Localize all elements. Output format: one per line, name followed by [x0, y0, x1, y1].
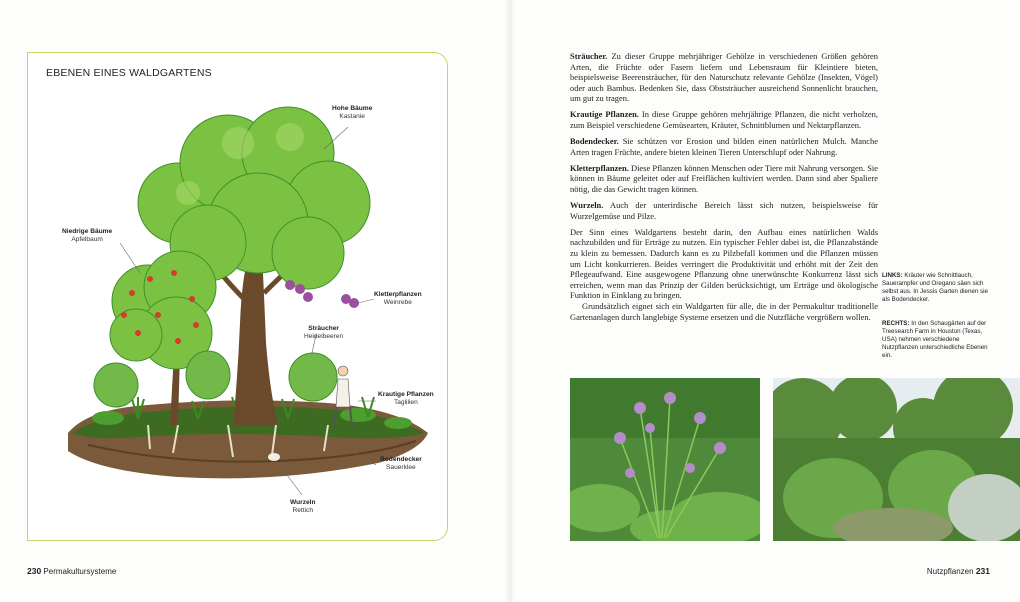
- paragraph-roots: Wurzeln. Auch der unterirdische Bereich lässt sich nutzen, beispielsweise für Wurzelgemüse und Pilze.: [570, 200, 878, 221]
- left-footer: [27, 566, 116, 576]
- right-footer: [927, 566, 990, 576]
- page-number-right: 231: [975, 566, 990, 576]
- label-low-trees: Niedrige Bäume Apfelbaum: [62, 228, 113, 243]
- book-gutter: [505, 0, 515, 602]
- paragraph-groundcover: Bodendecker. Sie schützen vor Erosion und bilden einen natürlichen Mulch. Manche Arten tragen Früchte, andere bieten kleinen Tieren Unterschlupf oder Nahrung.: [570, 136, 878, 157]
- label-shrubs: Sträucher Heidelbeeren: [304, 325, 344, 340]
- label-climbers: Kletterpflanzen Weinrebe: [374, 291, 422, 306]
- caption-right-photo: RECHTS: In den Schaugärten auf der Treesearch Farm in Houston (Texas, USA) nehmen verschiedene Nutzpflanzen unterschiedliche Ebenen ein.: [882, 320, 988, 359]
- label-roots: Wurzeln Rettich: [290, 499, 316, 514]
- running-head-left: Permakultursysteme: [43, 567, 117, 576]
- paragraph-purpose: Der Sinn eines Waldgartens besteht darin, den Aufbau eines natürlichen Walds nachzubilden und für Erträge zu nutzen. Ein typischer Fehler dabei ist, die Pflanzabstände zu klein zu bemessen. Dadurch kann es zu Pilzbefall kommen und die Pflanzen müssen um Licht konkurrieren. Beides verringert die Produktivität und erhöht mit der Zeit den Pflegeaufwand. Eine ausgewogene Pflanzung ohne unerwünschte Konkurrenz lässt sich erreichen, wenn man das Prinzip der Gilden berücksichtigt, um Erträge und ökologische Funktion in Einklang zu bringen.: [570, 226, 878, 301]
- right-page: [510, 0, 1020, 602]
- chives-photo: [570, 378, 760, 541]
- label-groundcover: Bodendecker Sauerklee: [380, 456, 422, 471]
- running-head-right: Nutzpflanzen: [926, 567, 974, 576]
- paragraph-herbaceous: Krautige Pflanzen. In diese Gruppe gehören mehrjährige Pflanzen, die nicht verholzen, zum Beispiel verschiedene Gemüsearten, Kräuter, Schnittblumen und Nektarpflanzen.: [570, 109, 878, 131]
- label-herbaceous: Krautige Pflanzen Taglilien: [378, 391, 434, 406]
- forest-garden-panel: [27, 52, 448, 541]
- paragraph-suitability: Grundsätzlich eignet sich ein Waldgarten für alle, die in der Permakultur traditionelle Gartenanlagen durch langlebige Systeme ersetzen und die Nutzfläche vergrößern wollen.: [570, 301, 878, 323]
- garden-photo: [773, 378, 1020, 541]
- page-number-left: 230: [27, 566, 42, 576]
- paragraph-shrubs: Sträucher. Zu dieser Gruppe mehrjähriger Gehölze in verschiedenen Größen gehören Arten, die Früchte oder Fasern liefern und Lebensraum für Kleintiere bieten, beispielsweise Beerensträucher, für den Naturschutz relevante Gehölze (Insekten, Vögel) oder auch Bambus. Bedenken Sie, dass Obststräucher ausreichend Sonnenlicht brauchen, um gut zu tragen.: [570, 51, 878, 104]
- paragraph-climbers: Kletterpflanzen. Diese Pflanzen können Menschen oder Tiere mit Nahrung versorgen. Sie können in Bäume geleitet oder auf Freiflächen kultiviert werden. Dann sind aber Spaliere nötig, die das Gewicht tragen können.: [570, 162, 878, 195]
- label-tall-trees: Hohe Bäume Kastanie: [332, 105, 373, 120]
- caption-left-photo: LINKS: Kräuter wie Schnittlauch, Sauerampfer und Oregano säen sich selbst aus. In Jessis Garten dienen sie als Bodendecker.: [882, 272, 988, 303]
- body-text: [570, 51, 878, 328]
- panel-title: EBENEN EINES WALDGARTENS: [46, 67, 212, 79]
